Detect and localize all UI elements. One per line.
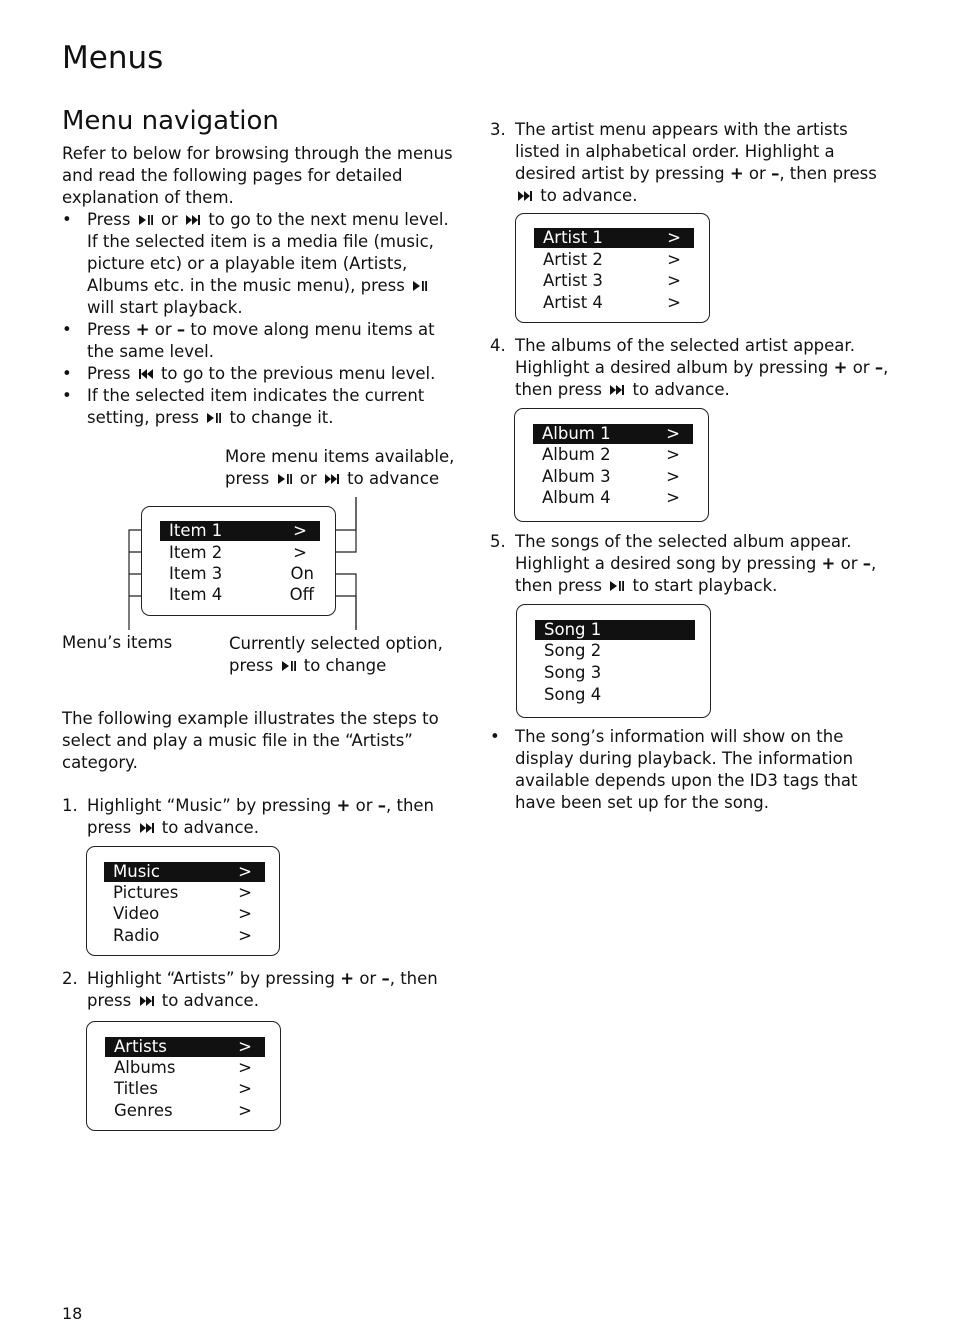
step-text: press — [87, 818, 132, 837]
menu-item-label: Item 4 — [169, 585, 223, 604]
step-5 — [490, 531, 890, 597]
play-pause-icon — [281, 660, 297, 672]
menu-item-arrow: > — [666, 467, 680, 486]
skip-next-icon — [139, 822, 155, 834]
menu-item-label: Radio — [113, 926, 160, 945]
section-title: Menu navigation — [62, 106, 279, 136]
menu-row-selected — [534, 228, 694, 248]
menu-item-value: > — [293, 521, 307, 540]
music-menu-display — [86, 846, 280, 956]
step-text: , then — [385, 796, 435, 815]
menu-row-selected — [533, 424, 693, 444]
step-2 — [62, 968, 462, 1012]
step-text: or — [359, 969, 377, 988]
menu-item-label: Album 2 — [542, 445, 611, 464]
step-1 — [62, 795, 462, 839]
callout-text: Currently selected option, — [229, 634, 443, 653]
menu-row — [535, 663, 695, 683]
plus-key: + — [340, 969, 355, 988]
menu-item-label: Artist 2 — [543, 250, 603, 269]
song-list-menu-display — [516, 604, 711, 718]
menu-row-selected — [104, 862, 265, 882]
callout-text: to change — [303, 656, 387, 675]
bullet-marker: • — [62, 364, 72, 383]
callout-text: press — [229, 656, 274, 675]
bullet-text: to go to the next menu level. If the selected item is a media file (music, picture etc) or a playable item (Artists, Albums etc. in the music menu), press — [87, 210, 449, 295]
menu-item-label: Titles — [114, 1079, 158, 1098]
step-text: , then press — [515, 554, 877, 595]
menu-item-arrow: > — [238, 883, 252, 902]
minus-key: – — [771, 164, 780, 183]
minus-key: – — [381, 969, 390, 988]
menu-row — [533, 467, 693, 487]
song-info-bullet — [490, 726, 890, 814]
skip-next-icon — [517, 190, 533, 202]
menu-item-label: Artists — [114, 1037, 167, 1056]
callout-text: or — [299, 469, 317, 488]
callout-text: press — [225, 469, 270, 488]
step-text: , then press — [515, 358, 889, 399]
menu-item-arrow: > — [666, 424, 680, 443]
menu-row-selected — [160, 521, 320, 541]
menu-row — [104, 904, 265, 924]
bullet-text: to change it. — [229, 408, 334, 427]
bullet-text: or — [154, 320, 172, 339]
menu-row — [160, 564, 320, 584]
menu-item-arrow: > — [667, 250, 681, 269]
callout-selected-option — [229, 633, 479, 677]
menu-item-label: Artist 4 — [543, 293, 603, 312]
menu-row — [104, 883, 265, 903]
menu-row — [533, 445, 693, 465]
step-text: , then press — [779, 164, 877, 183]
bullet-text: If the selected item indicates the current setting, press — [87, 386, 425, 427]
step-text: to advance. — [161, 991, 259, 1010]
menu-item-label: Pictures — [113, 883, 179, 902]
bullet-text: will start playback. — [87, 298, 243, 317]
menu-row — [160, 543, 320, 563]
play-pause-icon — [609, 580, 625, 592]
bullet-text: Press — [87, 320, 131, 339]
menu-item-value: > — [293, 543, 307, 562]
menu-item-label: Music — [113, 862, 160, 881]
menu-item-arrow: > — [666, 445, 680, 464]
menu-row-selected — [535, 620, 695, 640]
minus-key: – — [176, 320, 186, 339]
step-number: 1. — [62, 796, 78, 815]
step-text: or — [840, 554, 858, 573]
menu-item-label: Albums — [114, 1058, 176, 1077]
menu-item-arrow: > — [238, 862, 252, 881]
step-text: Highlight “Artists” by pressing — [87, 969, 335, 988]
page-title: Menus — [62, 40, 164, 76]
menu-item-label: Album 1 — [542, 424, 611, 443]
step-text: , then — [389, 969, 438, 988]
bullet-text: Press — [87, 364, 131, 383]
step-text: to advance. — [632, 380, 730, 399]
menu-item-arrow: > — [238, 904, 252, 923]
bullet-text: Press — [87, 210, 131, 229]
menu-item-arrow: > — [667, 271, 681, 290]
step-text: or — [748, 164, 766, 183]
step-text: to advance. — [540, 186, 638, 205]
plus-key: + — [729, 164, 744, 183]
menu-item-label: Item 1 — [169, 521, 223, 540]
menu-row — [105, 1079, 265, 1099]
album-list-menu-display — [514, 408, 709, 522]
menu-row — [533, 488, 693, 508]
menu-item-label: Item 2 — [169, 543, 223, 562]
minus-key: – — [874, 358, 884, 377]
step-text: The albums of the selected artist appear. Highlight a desired album by pressing — [515, 336, 855, 377]
menu-item-arrow: > — [667, 293, 681, 312]
menu-item-arrow: > — [238, 1101, 252, 1120]
callout-text: More menu items available, — [225, 447, 455, 466]
menu-row — [160, 585, 320, 605]
menu-item-arrow: > — [667, 228, 681, 247]
menu-item-arrow: > — [238, 1058, 252, 1077]
menu-item-arrow: > — [666, 488, 680, 507]
bullet-marker: • — [62, 210, 72, 229]
skip-next-icon — [609, 384, 625, 396]
bullet-marker: • — [62, 320, 72, 339]
menu-row — [105, 1101, 265, 1121]
bullet-text: to go to the previous menu level. — [160, 364, 436, 383]
bullet-marker: • — [62, 386, 72, 405]
step-3 — [490, 119, 890, 207]
minus-key: – — [377, 796, 386, 815]
plus-key: + — [135, 320, 150, 339]
menu-row — [105, 1058, 265, 1078]
menu-item-arrow: > — [238, 1079, 252, 1098]
example-intro: The following example illustrates the steps to select and play a music file in the “Artists” category. — [62, 709, 439, 772]
artist-list-menu-display — [515, 213, 710, 323]
menu-item-label: Song 3 — [544, 663, 602, 682]
menu-row-selected — [105, 1037, 265, 1057]
menu-item-value: Off — [289, 585, 314, 604]
menu-item-label: Song 1 — [544, 620, 602, 639]
menu-item-arrow: > — [238, 1037, 252, 1056]
plus-key: + — [336, 796, 351, 815]
step-text: The artist menu appears with the artists listed in alphabetical order. Highlight a desired artist by pressing — [515, 120, 848, 183]
artists-category-menu-display — [86, 1021, 281, 1131]
menu-item-label: Song 4 — [544, 685, 602, 704]
menu-row — [534, 271, 694, 291]
step-text: to advance. — [161, 818, 259, 837]
skip-next-icon — [139, 995, 155, 1007]
step-text: Highlight “Music” by pressing — [87, 796, 332, 815]
menu-item-label: Album 3 — [542, 467, 611, 486]
step-number: 4. — [490, 336, 506, 355]
plus-key: + — [833, 358, 848, 377]
menu-item-label: Video — [113, 904, 160, 923]
step-text: The songs of the selected album appear. Highlight a desired song by pressing — [515, 532, 852, 573]
menu-row — [534, 250, 694, 270]
minus-key: – — [862, 554, 872, 573]
intro-paragraph: Refer to below for browsing through the menus and read the following pages for detailed explanation of them. — [62, 144, 453, 207]
step-number: 5. — [490, 532, 506, 551]
step-number: 3. — [490, 120, 506, 139]
menu-item-label: Item 3 — [169, 564, 223, 583]
menu-item-label: Artist 3 — [543, 271, 603, 290]
bullet-marker: • — [490, 727, 500, 746]
menu-row — [534, 293, 694, 313]
menu-item-arrow: > — [238, 926, 252, 945]
bullet-text: to move along menu items at the same level. — [87, 320, 435, 361]
bullet-text: The song’s information will show on the display during playback. The information available depends upon the ID3 tags that have been set up for the song. — [515, 727, 858, 812]
plus-key: + — [821, 554, 836, 573]
menu-item-label: Album 4 — [542, 488, 611, 507]
menu-item-label: Song 2 — [544, 641, 602, 660]
menu-row — [535, 641, 695, 661]
step-text: or — [355, 796, 373, 815]
step-text: to start playback. — [632, 576, 778, 595]
step-number: 2. — [62, 969, 78, 988]
example-menu-display — [141, 506, 336, 616]
menu-item-value: On — [290, 564, 314, 583]
menu-item-label: Artist 1 — [543, 228, 603, 247]
menu-row — [535, 685, 695, 705]
menu-row — [104, 926, 265, 946]
step-text: or — [852, 358, 870, 377]
menu-item-label: Genres — [114, 1101, 173, 1120]
bullet-text: or — [160, 210, 178, 229]
step-text: press — [87, 991, 132, 1010]
page-number: 18 — [62, 1304, 83, 1323]
callout-text: to advance — [347, 469, 440, 488]
step-4 — [490, 335, 890, 401]
callout-menu-items: Menu’s items — [62, 633, 173, 652]
